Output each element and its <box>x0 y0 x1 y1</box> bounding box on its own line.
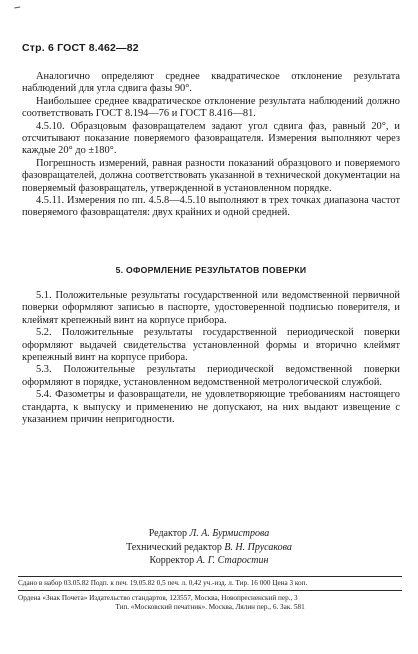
paragraph: Погрешность измерений, равная разности показаний образцового и поверяемого фазовращателей, должна соответствовать указанной в технической документации на поверяемый фазовращатель, утвержденной в установленном порядке. <box>22 157 400 194</box>
tech-editor-line <box>0 541 418 555</box>
proofreader-role: Корректор <box>149 555 195 567</box>
printer-line: Тип. «Московский печатник». Москва, Лялин пер., 6. Зак. 581 <box>115 603 305 611</box>
section-5-heading: 5. ОФОРМЛЕНИЕ РЕЗУЛЬТАТОВ ПОВЕРКИ <box>115 265 307 275</box>
paragraph: 5.1. Положительные результаты государственной или ведомственной первичной поверки оформляют записью в паспорте, удостоверенной подписью поверителя, и клеймят крепежный винт на корпусе прибора. <box>22 290 400 326</box>
print-details: Сдано в набор 03.05.82 Подп. к печ. 19.05.82 0,5 печ. л. 0,42 уч.-изд. л. Тир. 16 000 Цена 3 коп. <box>18 579 308 587</box>
section-5-body <box>22 290 400 426</box>
paragraph: Наибольшее среднее квадратическое отклонение результата наблюдений должно соответствовать ГОСТ 8.194—76 и ГОСТ 8.416—81. <box>22 95 400 120</box>
paragraph: Аналогично определяют среднее квадратическое отклонение результата наблюдений для угла сдвига фазы 90°. <box>22 71 400 95</box>
paragraph: 5.3. Положительные результаты периодической ведомственной поверки оформляют в порядке, установленном ведомственной метрологической службой. <box>22 364 400 388</box>
tech-editor-name: В. Н. Прусакова <box>224 541 292 553</box>
proofreader-line <box>0 554 418 568</box>
page-header: Стр. 6 ГОСТ 8.462—82 <box>22 42 139 54</box>
editor-line <box>0 527 418 541</box>
section-4-continuation <box>22 71 400 220</box>
divider <box>18 590 402 591</box>
divider <box>18 576 402 577</box>
editor-role: Редактор <box>148 528 187 539</box>
paragraph: 4.5.10. Образцовым фазовращателем задают угол сдвига фаз, равный 20°, и отсчитывают показание поверяемого фазовращателя. Измерения выполняют через каждые 20° до ±180°. <box>22 120 400 157</box>
publisher-info <box>18 594 402 612</box>
tech-editor-role: Технический редактор <box>126 541 222 553</box>
editor-name: Л. А. Бурмистрова <box>189 528 270 539</box>
proofreader-name: А. Г. Старостин <box>196 555 269 567</box>
paragraph: 4.5.11. Измерения по пп. 4.5.8—4.5.10 выполняют в трех точках диапазона частот поверяемого фазовращателя: двух крайних и одной средней. <box>22 195 400 219</box>
paragraph: 5.2. Положительные результаты государственной периодической поверки оформляют выдачей свидетельства установленной формы и вторично клеймят крепежный винт на корпусе прибора. <box>22 327 400 364</box>
paragraph: 5.4. Фазометры и фазовращатели, не удовлетворяющие требованиям настоящего стандарта, к выпуску и применению не допускают, на них выдают извещение с указанием причин непригодности. <box>22 389 400 426</box>
scan-mark <box>14 4 21 9</box>
publisher-line: Ордена «Знак Почета» Издательство стандартов, 123557, Москва, Новопресненский пер., 3 <box>18 594 298 602</box>
editorial-credits <box>0 527 418 568</box>
